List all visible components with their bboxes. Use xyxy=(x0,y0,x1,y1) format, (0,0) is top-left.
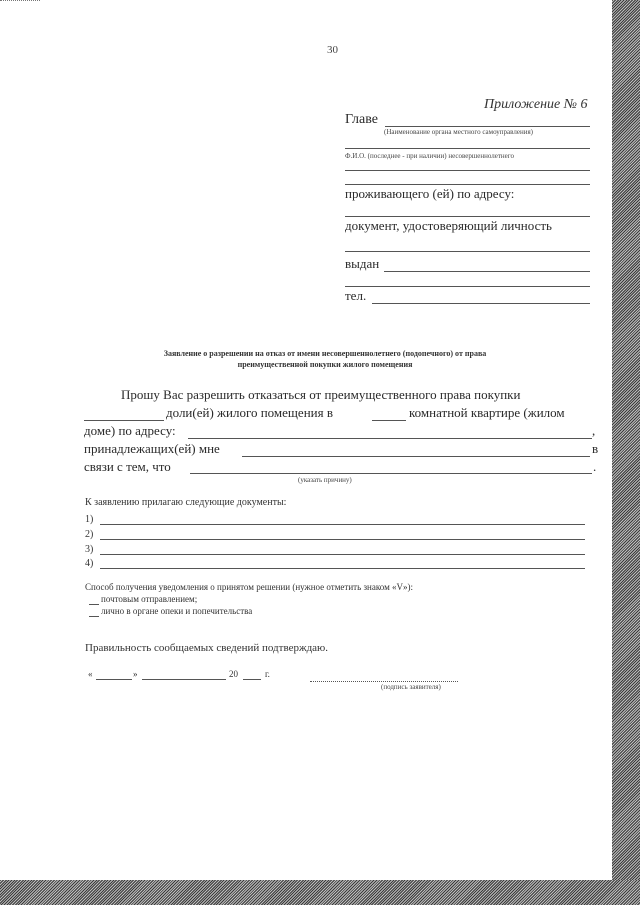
fio-line-2 xyxy=(345,184,590,185)
fio-line-1 xyxy=(345,170,590,171)
signature-line xyxy=(310,681,458,682)
notification-option-1-label: почтовым отправлением; xyxy=(101,594,198,604)
page-number: 30 xyxy=(327,44,338,56)
id-document-label: документ, удостоверяющий личность xyxy=(345,218,552,233)
address-line-1 xyxy=(345,216,590,217)
appendix-label: Приложение № 6 xyxy=(484,97,588,112)
issued-line-2 xyxy=(345,286,590,287)
date-year-prefix: 20 xyxy=(229,669,238,679)
signature-caption: (подпись заявителя) xyxy=(381,683,441,691)
scan-border-bottom xyxy=(0,880,640,905)
date-year-suffix: г. xyxy=(265,669,270,679)
date-quote-close: » xyxy=(133,669,138,679)
confirmation-text: Правильность сообщаемых сведений подтверждаю. xyxy=(85,642,329,654)
to-label: Главе xyxy=(345,112,378,127)
authority-line xyxy=(385,126,590,127)
body-line-4-end: в xyxy=(592,441,599,456)
date-year-line xyxy=(243,679,261,680)
owner-blank xyxy=(242,456,590,457)
attachment-item-1-line xyxy=(100,524,585,525)
attachment-item-1-label: 1) xyxy=(85,514,94,525)
body-line-5-end: . xyxy=(593,459,597,474)
body-line-5: связи с тем, что xyxy=(84,459,171,474)
attachment-item-4-line xyxy=(100,568,585,569)
reason-caption: (указать причину) xyxy=(298,476,352,484)
address-blank xyxy=(188,438,592,439)
notification-option-2-checkbox[interactable] xyxy=(89,616,99,617)
attachment-item-2-line xyxy=(100,539,585,540)
body-line-3-end: , xyxy=(592,423,596,438)
body-line-1: Прошу Вас разрешить отказаться от преимущественного права покупки xyxy=(121,387,521,402)
attachment-item-3-label: 3) xyxy=(85,544,94,555)
attachments-heading: К заявлению прилагаю следующие документы: xyxy=(85,497,287,508)
title-line-2: преимущественной покупки жилого помещения xyxy=(237,360,413,369)
share-blank xyxy=(84,420,164,421)
date-day-line xyxy=(96,679,132,680)
residing-label: проживающего (ей) по адресу: xyxy=(345,186,515,201)
rooms-blank xyxy=(372,420,406,421)
statement-title xyxy=(90,348,560,370)
body-line-2a: доли(ей) жилого помещения в xyxy=(166,405,333,420)
fio-caption: Ф.И.О. (последнее - при наличии) несовершеннолетнего xyxy=(345,152,514,160)
date-month-line xyxy=(142,679,226,680)
notification-option-2-label: лично в органе опеки и попечительства xyxy=(101,606,253,616)
notification-option-1-checkbox[interactable] xyxy=(89,604,99,605)
tel-line xyxy=(372,303,590,304)
tel-label: тел. xyxy=(345,288,367,303)
authority-line-2 xyxy=(345,148,590,149)
attachment-item-3-line xyxy=(100,554,585,555)
attachment-item-2-label: 2) xyxy=(85,529,94,540)
authority-caption: (Наименование органа местного самоуправления) xyxy=(384,128,534,136)
scan-artifact-top xyxy=(0,0,40,4)
notification-heading: Способ получения уведомления о принятом решении (нужное отметить знаком «V»): xyxy=(85,582,414,592)
title-line-1: Заявление о разрешении на отказ от имени несовершеннолетнего (подопечного) от права xyxy=(163,349,487,358)
scan-border-right xyxy=(612,0,640,905)
date-quote-open: « xyxy=(88,669,93,679)
reason-blank xyxy=(190,473,592,474)
id-document-line xyxy=(345,251,590,252)
body-line-2b: комнатной квартире (жилом xyxy=(409,405,565,420)
body-line-3: доме) по адресу: xyxy=(84,423,176,438)
issued-label: выдан xyxy=(345,256,380,271)
attachment-item-4-label: 4) xyxy=(85,558,94,569)
body-line-4: принадлежащих(ей) мне xyxy=(84,441,220,456)
issued-line-1 xyxy=(384,271,590,272)
